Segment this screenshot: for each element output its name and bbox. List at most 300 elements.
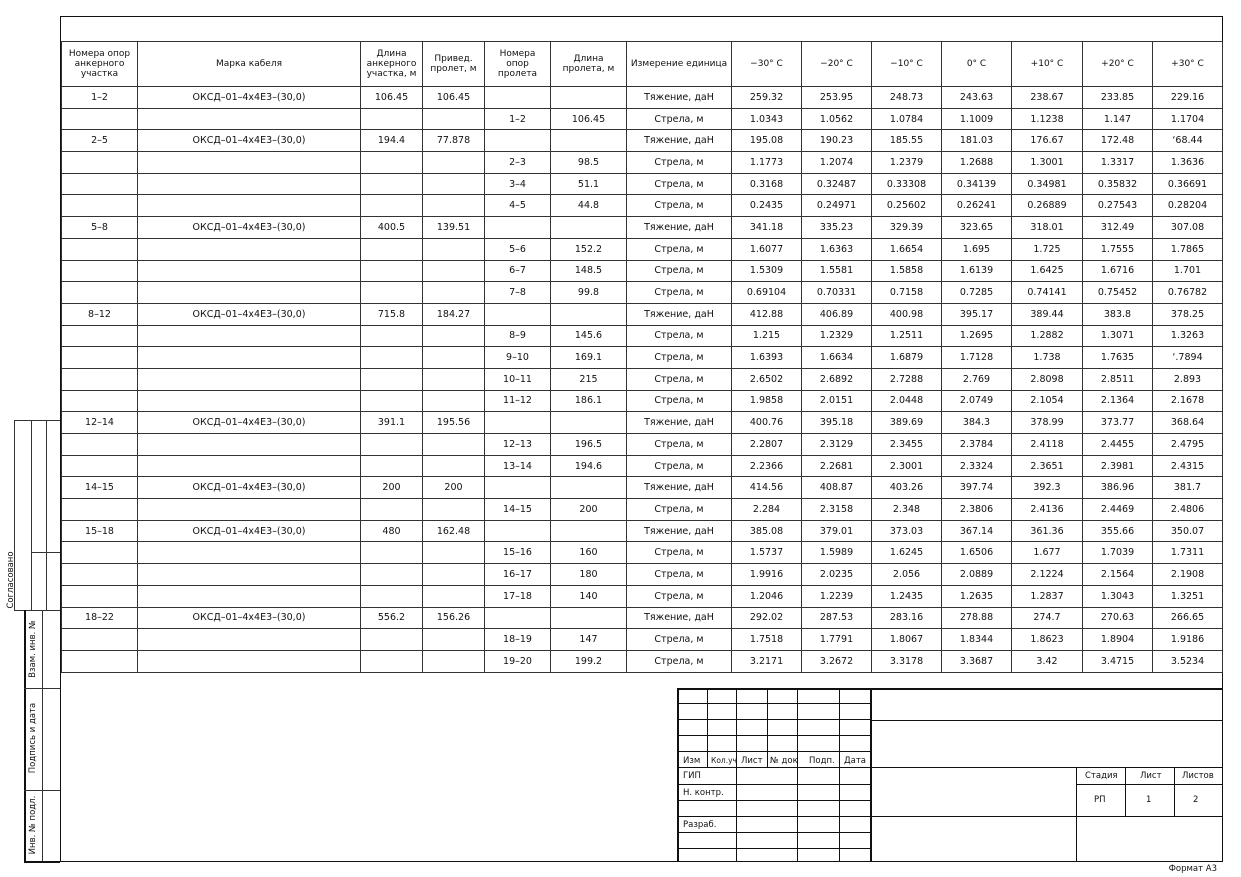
table-cell: 2.3324 xyxy=(942,455,1012,477)
calculation-table xyxy=(61,41,1223,673)
table-cell: 278.88 xyxy=(942,607,1012,629)
table-cell: Стрела, м xyxy=(627,108,732,130)
table-cell: Стрела, м xyxy=(627,238,732,260)
table-cell: 287.53 xyxy=(802,607,872,629)
table-cell: 16–17 xyxy=(485,564,551,586)
table-cell xyxy=(485,607,551,629)
table-cell: 414.56 xyxy=(732,477,802,499)
table-cell: 392.3 xyxy=(1012,477,1083,499)
table-cell xyxy=(62,347,138,369)
table-cell xyxy=(423,564,485,586)
table-cell: Тяжение, даН xyxy=(627,477,732,499)
table-cell: 169.1 xyxy=(551,347,627,369)
table-cell: 229.16 xyxy=(1153,87,1223,109)
table-cell: 0.26241 xyxy=(942,195,1012,217)
table-cell: 2.893 xyxy=(1153,368,1223,390)
table-cell: 233.85 xyxy=(1083,87,1153,109)
table-cell: Тяжение, даН xyxy=(627,130,732,152)
table-cell: 98.5 xyxy=(551,152,627,174)
table-cell: 715.8 xyxy=(361,303,423,325)
table-cell: 0.34981 xyxy=(1012,173,1083,195)
table-cell xyxy=(138,499,361,521)
sheet-value: 1 xyxy=(1146,795,1152,805)
table-cell: Стрела, м xyxy=(627,195,732,217)
sheets-value: 2 xyxy=(1193,795,1199,805)
n-kontr-label: Н. контр. xyxy=(683,788,724,798)
table-cell: 350.07 xyxy=(1153,520,1223,542)
table-cell xyxy=(361,390,423,412)
table-cell xyxy=(138,260,361,282)
table-row xyxy=(62,564,1223,586)
table-cell: 1.2511 xyxy=(872,325,942,347)
table-cell: ОКСД–01–4х4Е3–(30,0) xyxy=(138,520,361,542)
table-cell: 1.2688 xyxy=(942,152,1012,174)
table-cell: 2.4806 xyxy=(1153,499,1223,521)
table-cell: 318.01 xyxy=(1012,217,1083,239)
table-cell: 2.4315 xyxy=(1153,455,1223,477)
table-cell xyxy=(361,499,423,521)
table-cell xyxy=(138,542,361,564)
table-cell: 148.5 xyxy=(551,260,627,282)
table-cell: 238.67 xyxy=(1012,87,1083,109)
table-cell: Тяжение, даН xyxy=(627,217,732,239)
table-cell xyxy=(551,130,627,152)
table-cell xyxy=(423,108,485,130)
table-cell xyxy=(485,130,551,152)
table-cell: 14–15 xyxy=(485,499,551,521)
table-cell: 2.0448 xyxy=(872,390,942,412)
table-cell: Тяжение, даН xyxy=(627,607,732,629)
table-cell xyxy=(485,217,551,239)
table-cell: 1.2635 xyxy=(942,585,1012,607)
col-date-label: Дата xyxy=(844,756,867,766)
table-row xyxy=(62,130,1223,152)
table-cell: 2.284 xyxy=(732,499,802,521)
table-cell: 8–12 xyxy=(62,303,138,325)
table-cell: 1.6139 xyxy=(942,260,1012,282)
title-block xyxy=(677,688,1223,862)
table-cell: 1.5737 xyxy=(732,542,802,564)
header-cell: Длина анкерного участка, м xyxy=(361,42,423,87)
table-cell: 10–11 xyxy=(485,368,551,390)
table-cell: 2.1564 xyxy=(1083,564,1153,586)
table-cell xyxy=(423,173,485,195)
table-cell: 373.77 xyxy=(1083,412,1153,434)
table-cell: 1.2837 xyxy=(1012,585,1083,607)
table-cell: Стрела, м xyxy=(627,455,732,477)
table-cell: Стрела, м xyxy=(627,434,732,456)
table-cell: 0.7285 xyxy=(942,282,1012,304)
table-cell: 2.3455 xyxy=(872,434,942,456)
table-cell xyxy=(138,629,361,651)
table-cell xyxy=(138,650,361,672)
table-cell: 2.4455 xyxy=(1083,434,1153,456)
table-cell: 1.3001 xyxy=(1012,152,1083,174)
table-cell xyxy=(361,542,423,564)
table-cell: 412.88 xyxy=(732,303,802,325)
table-cell: 106.45 xyxy=(551,108,627,130)
table-cell: 0.69104 xyxy=(732,282,802,304)
table-cell: 2.1364 xyxy=(1083,390,1153,412)
table-cell xyxy=(423,629,485,651)
table-cell xyxy=(551,217,627,239)
stage-label: Стадия xyxy=(1085,771,1118,781)
table-row xyxy=(62,173,1223,195)
table-cell: 1.147 xyxy=(1083,108,1153,130)
table-cell: 397.74 xyxy=(942,477,1012,499)
table-cell: 0.27543 xyxy=(1083,195,1153,217)
table-row xyxy=(62,347,1223,369)
table-cell: 307.08 xyxy=(1153,217,1223,239)
table-cell: 379.01 xyxy=(802,520,872,542)
table-cell: 14–15 xyxy=(62,477,138,499)
table-cell: 2.6892 xyxy=(802,368,872,390)
table-cell xyxy=(423,455,485,477)
table-cell: 1.8623 xyxy=(1012,629,1083,651)
table-cell xyxy=(62,585,138,607)
table-cell: 147 xyxy=(551,629,627,651)
table-cell: 329.39 xyxy=(872,217,942,239)
stage-value: РП xyxy=(1094,795,1106,805)
table-row xyxy=(62,499,1223,521)
table-cell: 152.2 xyxy=(551,238,627,260)
table-cell xyxy=(62,368,138,390)
table-cell xyxy=(361,108,423,130)
inv-replace-label: Взам. инв. № xyxy=(28,620,38,678)
table-row xyxy=(62,260,1223,282)
table-cell xyxy=(551,607,627,629)
table-cell: 1.3251 xyxy=(1153,585,1223,607)
table-cell: 194.6 xyxy=(551,455,627,477)
table-cell: 3.2672 xyxy=(802,650,872,672)
table-cell xyxy=(423,368,485,390)
table-cell: 270.63 xyxy=(1083,607,1153,629)
table-row xyxy=(62,325,1223,347)
table-cell: 12–13 xyxy=(485,434,551,456)
table-cell xyxy=(361,195,423,217)
table-cell: 2.348 xyxy=(872,499,942,521)
table-row xyxy=(62,434,1223,456)
table-cell: 1.7311 xyxy=(1153,542,1223,564)
header-cell: Номера опор анкерного участка xyxy=(62,42,138,87)
table-cell: 2.3158 xyxy=(802,499,872,521)
table-cell: 2.4118 xyxy=(1012,434,1083,456)
table-row xyxy=(62,368,1223,390)
table-cell: 2.2681 xyxy=(802,455,872,477)
table-cell: 2–3 xyxy=(485,152,551,174)
table-cell xyxy=(138,390,361,412)
table-cell: 0.76782 xyxy=(1153,282,1223,304)
table-cell xyxy=(361,347,423,369)
table-cell: 335.23 xyxy=(802,217,872,239)
table-cell: 1.6879 xyxy=(872,347,942,369)
table-cell: 1.725 xyxy=(1012,238,1083,260)
table-cell xyxy=(361,325,423,347)
table-row xyxy=(62,87,1223,109)
table-cell: 51.1 xyxy=(551,173,627,195)
table-cell: 195.08 xyxy=(732,130,802,152)
table-cell: 259.32 xyxy=(732,87,802,109)
table-row xyxy=(62,477,1223,499)
table-cell: 2.0235 xyxy=(802,564,872,586)
table-cell: 2.1678 xyxy=(1153,390,1223,412)
table-cell: 1.695 xyxy=(942,238,1012,260)
table-cell: 1.215 xyxy=(732,325,802,347)
table-row xyxy=(62,195,1223,217)
table-cell: 1.2435 xyxy=(872,585,942,607)
table-cell: 400.76 xyxy=(732,412,802,434)
table-cell: 140 xyxy=(551,585,627,607)
table-cell: 200 xyxy=(423,477,485,499)
table-cell: Тяжение, даН xyxy=(627,87,732,109)
table-cell xyxy=(62,195,138,217)
table-cell: 106.45 xyxy=(423,87,485,109)
table-cell: 266.65 xyxy=(1153,607,1223,629)
header-cell: +30° С xyxy=(1153,42,1223,87)
table-cell: 400.5 xyxy=(361,217,423,239)
col-izm-label: Изм xyxy=(683,756,701,766)
table-cell xyxy=(551,477,627,499)
table-cell: 2.7288 xyxy=(872,368,942,390)
table-cell: 391.1 xyxy=(361,412,423,434)
table-cell xyxy=(138,152,361,174)
header-cell: Номера опор пролета xyxy=(485,42,551,87)
table-cell xyxy=(62,325,138,347)
table-cell: 403.26 xyxy=(872,477,942,499)
table-cell: 4–5 xyxy=(485,195,551,217)
table-cell xyxy=(485,303,551,325)
table-cell: 1.5989 xyxy=(802,542,872,564)
table-cell xyxy=(423,499,485,521)
table-cell: 200 xyxy=(551,499,627,521)
table-cell: 1.7039 xyxy=(1083,542,1153,564)
table-cell: 368.64 xyxy=(1153,412,1223,434)
table-cell: 1.6425 xyxy=(1012,260,1083,282)
table-cell: 373.03 xyxy=(872,520,942,542)
table-cell: 386.96 xyxy=(1083,477,1153,499)
table-cell: 1.1704 xyxy=(1153,108,1223,130)
table-cell xyxy=(62,499,138,521)
table-cell xyxy=(62,455,138,477)
table-cell xyxy=(138,173,361,195)
table-cell xyxy=(138,108,361,130)
table-cell: Стрела, м xyxy=(627,325,732,347)
table-cell: ОКСД–01–4х4Е3–(30,0) xyxy=(138,477,361,499)
table-row xyxy=(62,238,1223,260)
table-cell: 1.6634 xyxy=(802,347,872,369)
table-cell: 0.35832 xyxy=(1083,173,1153,195)
table-row xyxy=(62,303,1223,325)
table-cell: ОКСД–01–4х4Е3–(30,0) xyxy=(138,303,361,325)
table-cell xyxy=(361,564,423,586)
table-cell: 2.1908 xyxy=(1153,564,1223,586)
table-cell xyxy=(62,390,138,412)
table-cell xyxy=(485,87,551,109)
table-cell: 0.75452 xyxy=(1083,282,1153,304)
table-cell xyxy=(485,412,551,434)
table-cell: 2.3784 xyxy=(942,434,1012,456)
table-cell xyxy=(138,238,361,260)
table-cell: 181.03 xyxy=(942,130,1012,152)
header-cell: −20° С xyxy=(802,42,872,87)
table-cell xyxy=(485,520,551,542)
table-cell xyxy=(551,520,627,542)
table-cell: Стрела, м xyxy=(627,282,732,304)
table-cell: Стрела, м xyxy=(627,499,732,521)
table-cell: 0.24971 xyxy=(802,195,872,217)
table-cell: 1.2695 xyxy=(942,325,1012,347)
table-cell: 2.3129 xyxy=(802,434,872,456)
table-cell: 0.7158 xyxy=(872,282,942,304)
razrab-label: Разраб. xyxy=(683,820,717,830)
table-cell: 1–2 xyxy=(62,87,138,109)
table-cell: 185.55 xyxy=(872,130,942,152)
table-cell: 312.49 xyxy=(1083,217,1153,239)
table-cell: 172.48 xyxy=(1083,130,1153,152)
table-cell xyxy=(423,238,485,260)
table-cell: 253.95 xyxy=(802,87,872,109)
table-cell: 1.2329 xyxy=(802,325,872,347)
table-cell: 5–8 xyxy=(62,217,138,239)
table-cell: ‘68.44 xyxy=(1153,130,1223,152)
table-cell: 292.02 xyxy=(732,607,802,629)
table-cell: 0.3168 xyxy=(732,173,802,195)
table-header-row xyxy=(62,42,1223,87)
table-cell: 385.08 xyxy=(732,520,802,542)
table-cell: 15–16 xyxy=(485,542,551,564)
table-cell xyxy=(62,152,138,174)
table-cell: 384.3 xyxy=(942,412,1012,434)
table-cell: 2.4795 xyxy=(1153,434,1223,456)
table-cell xyxy=(551,412,627,434)
table-cell: 2.4136 xyxy=(1012,499,1083,521)
table-cell: 1.7555 xyxy=(1083,238,1153,260)
table-cell: 1.0562 xyxy=(802,108,872,130)
table-cell xyxy=(423,325,485,347)
table-cell: 2.1224 xyxy=(1012,564,1083,586)
table-cell: Стрела, м xyxy=(627,629,732,651)
table-cell: 274.7 xyxy=(1012,607,1083,629)
table-cell: ОКСД–01–4х4Е3–(30,0) xyxy=(138,412,361,434)
table-cell: Стрела, м xyxy=(627,152,732,174)
table-cell xyxy=(138,347,361,369)
table-cell: 378.25 xyxy=(1153,303,1223,325)
table-cell xyxy=(551,303,627,325)
table-row xyxy=(62,520,1223,542)
header-cell: +10° С xyxy=(1012,42,1083,87)
table-cell: 556.2 xyxy=(361,607,423,629)
table-cell xyxy=(361,238,423,260)
table-cell: 2.8511 xyxy=(1083,368,1153,390)
table-cell: 1.0784 xyxy=(872,108,942,130)
table-cell xyxy=(138,368,361,390)
table-cell xyxy=(62,564,138,586)
table-cell: 139.51 xyxy=(423,217,485,239)
table-cell: 18–19 xyxy=(485,629,551,651)
table-cell: 381.7 xyxy=(1153,477,1223,499)
table-cell: 0.36691 xyxy=(1153,173,1223,195)
table-cell: 408.87 xyxy=(802,477,872,499)
table-cell xyxy=(423,585,485,607)
table-cell xyxy=(423,347,485,369)
table-cell: 2.4469 xyxy=(1083,499,1153,521)
table-cell: 2.3806 xyxy=(942,499,1012,521)
table-cell: 1.8067 xyxy=(872,629,942,651)
table-cell: Стрела, м xyxy=(627,368,732,390)
table-cell: 0.74141 xyxy=(1012,282,1083,304)
table-cell: 3.4715 xyxy=(1083,650,1153,672)
table-cell: 1.2074 xyxy=(802,152,872,174)
table-cell xyxy=(423,282,485,304)
table-cell: 199.2 xyxy=(551,650,627,672)
table-cell xyxy=(62,629,138,651)
table-cell: 243.63 xyxy=(942,87,1012,109)
table-cell: 395.17 xyxy=(942,303,1012,325)
col-sign-label: Подп. xyxy=(809,756,835,766)
table-cell: Стрела, м xyxy=(627,585,732,607)
table-cell: Стрела, м xyxy=(627,390,732,412)
table-cell xyxy=(423,390,485,412)
table-cell: 1.6654 xyxy=(872,238,942,260)
table-cell xyxy=(62,108,138,130)
table-cell: 1.7865 xyxy=(1153,238,1223,260)
table-cell: 1.0343 xyxy=(732,108,802,130)
table-cell xyxy=(423,152,485,174)
table-cell: 156.26 xyxy=(423,607,485,629)
agreed-label: Согласовано xyxy=(6,551,16,609)
table-cell xyxy=(485,477,551,499)
col-list-label: Лист xyxy=(741,756,763,766)
table-cell: 1.738 xyxy=(1012,347,1083,369)
table-cell: 1.2046 xyxy=(732,585,802,607)
table-cell: 17–18 xyxy=(485,585,551,607)
sheet-label: Лист xyxy=(1140,771,1162,781)
table-cell xyxy=(62,173,138,195)
table-cell: 1.1773 xyxy=(732,152,802,174)
table-cell: 1.5309 xyxy=(732,260,802,282)
table-cell: 9–10 xyxy=(485,347,551,369)
table-cell: 145.6 xyxy=(551,325,627,347)
table-cell xyxy=(62,434,138,456)
table-cell: 1.3263 xyxy=(1153,325,1223,347)
table-cell xyxy=(361,650,423,672)
table-cell: 11–12 xyxy=(485,390,551,412)
table-cell: 480 xyxy=(361,520,423,542)
table-cell: 383.8 xyxy=(1083,303,1153,325)
table-cell xyxy=(361,260,423,282)
table-row xyxy=(62,542,1223,564)
table-cell: 7–8 xyxy=(485,282,551,304)
table-cell: 194.4 xyxy=(361,130,423,152)
table-cell: Стрела, м xyxy=(627,260,732,282)
table-cell: 3.3687 xyxy=(942,650,1012,672)
table-cell: 1.9186 xyxy=(1153,629,1223,651)
table-cell xyxy=(138,195,361,217)
table-cell: Тяжение, даН xyxy=(627,303,732,325)
table-cell: 248.73 xyxy=(872,87,942,109)
table-cell: 2.0749 xyxy=(942,390,1012,412)
table-cell: 1.2379 xyxy=(872,152,942,174)
table-row xyxy=(62,217,1223,239)
table-cell: 0.70331 xyxy=(802,282,872,304)
table-cell: 1.3317 xyxy=(1083,152,1153,174)
table-cell: 186.1 xyxy=(551,390,627,412)
table-cell xyxy=(423,434,485,456)
table-cell: 1.6506 xyxy=(942,542,1012,564)
table-cell xyxy=(423,260,485,282)
table-cell: 378.99 xyxy=(1012,412,1083,434)
table-row xyxy=(62,629,1223,651)
